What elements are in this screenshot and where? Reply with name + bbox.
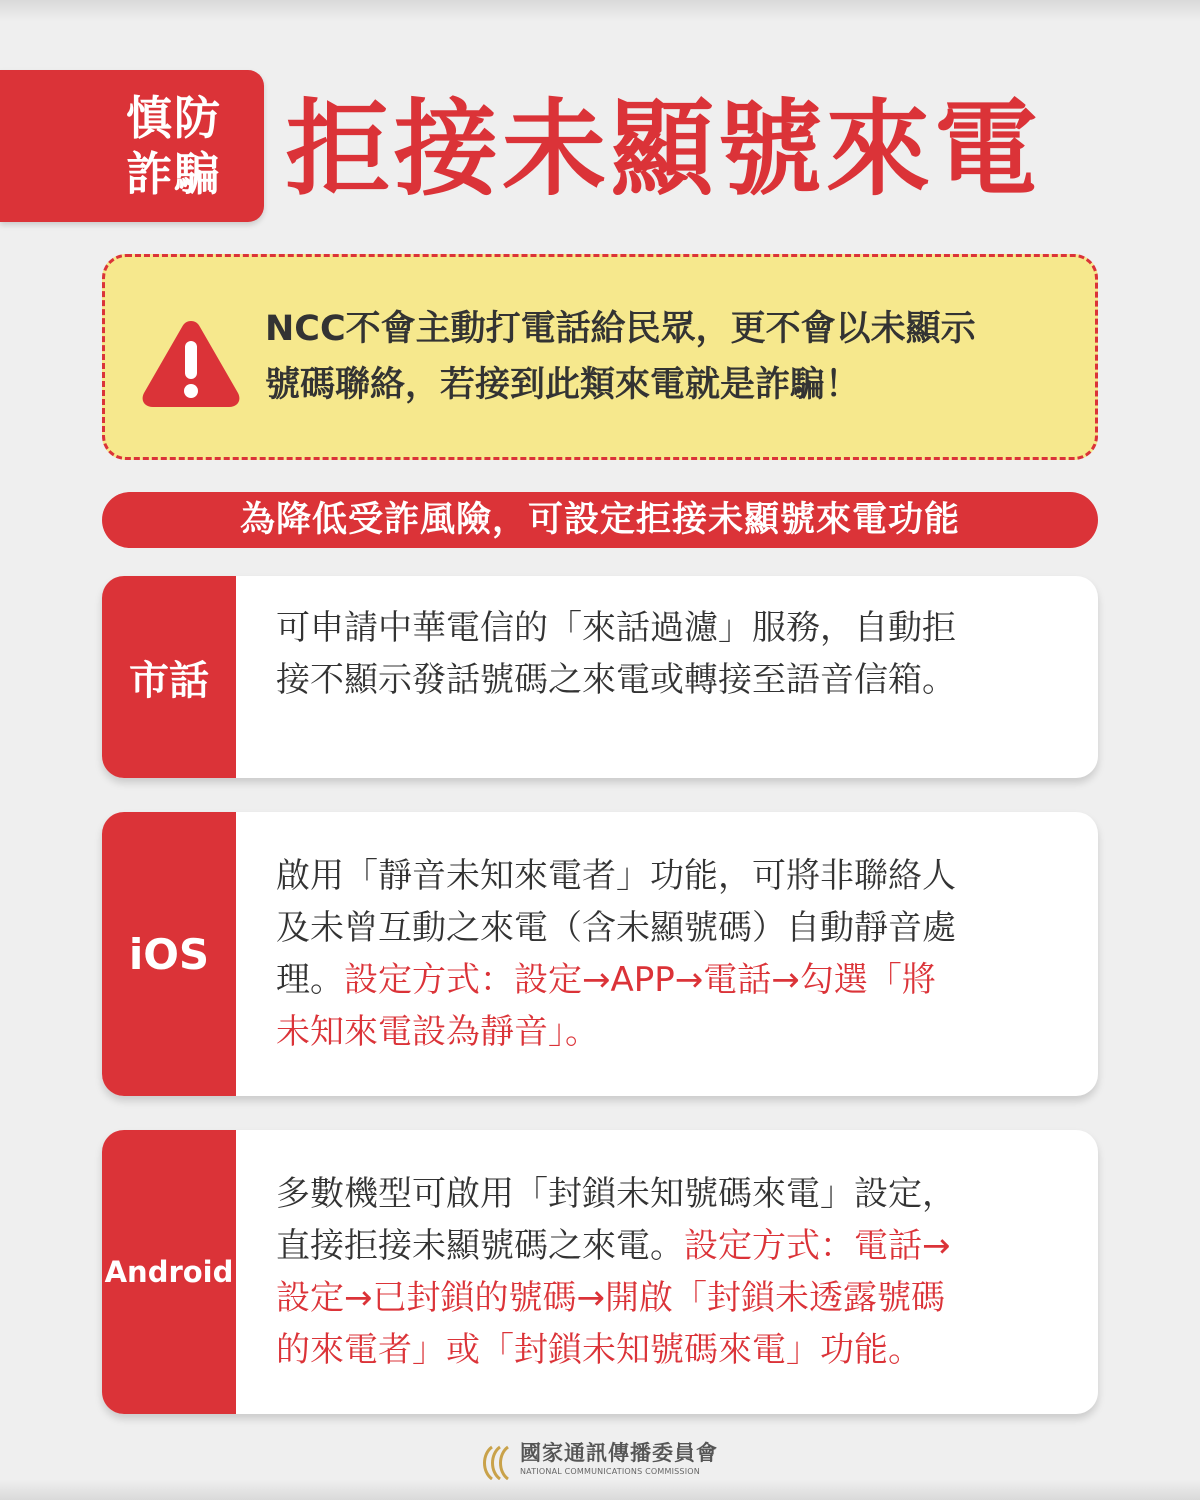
page-title: 拒接未顯號來電 xyxy=(286,88,1043,210)
card-line: 啟用「靜音未知來電者」功能，可將非聯絡人 xyxy=(276,856,956,896)
warning-line-2: 號碼聯絡，若接到此類來電就是詐騙！ xyxy=(265,365,861,405)
settings-path-text: 設定→已封鎖的號碼→開啟「封鎖未透露號碼 xyxy=(276,1278,945,1318)
card-ios xyxy=(102,812,1098,1096)
card-text-landline xyxy=(276,602,1050,706)
card-label-landline: 市話 xyxy=(102,576,236,778)
card-text-plain: 直接拒接未顯號碼之來電。 xyxy=(276,1226,684,1266)
settings-path-text: 設定方式：設定→APP→電話→勾選「將 xyxy=(344,960,936,1000)
subtitle-banner: 為降低受詐風險，可設定拒接未顯號來電功能 xyxy=(102,492,1098,548)
card-label-android: Android xyxy=(102,1130,236,1414)
tag-line-2: 詐騙 xyxy=(126,147,222,201)
settings-path-text: 未知來電設為靜音」。 xyxy=(276,1012,599,1052)
warning-triangle-icon xyxy=(139,315,243,409)
card-text-android xyxy=(276,1168,1050,1376)
footer-name-en: NATIONAL COMMUNICATIONS COMMISSION xyxy=(520,1467,700,1476)
card-line: 接不顯示發話號碼之來電或轉接至語音信箱。 xyxy=(276,660,956,700)
footer-name-cn: 國家通訊傳播委員會 xyxy=(520,1441,718,1465)
warning-box xyxy=(102,254,1098,460)
card-line xyxy=(276,1220,1050,1272)
ncc-logo-icon xyxy=(478,1444,518,1482)
warning-line-1: NCC不會主動打電話給民眾，更不會以未顯示 xyxy=(265,309,976,349)
card-label-ios: iOS xyxy=(102,812,236,1096)
settings-path-text: 的來電者」或「封鎖未知號碼來電」功能。 xyxy=(276,1330,922,1370)
card-line xyxy=(276,954,1050,1006)
card-landline xyxy=(102,576,1098,778)
card-line: 多數機型可啟用「封鎖未知號碼來電」設定， xyxy=(276,1174,956,1214)
top-shadow-band xyxy=(0,0,1200,22)
card-android xyxy=(102,1130,1098,1414)
card-line: 可申請中華電信的「來話過濾」服務，自動拒 xyxy=(276,608,956,648)
card-text-ios xyxy=(276,850,1050,1058)
bottom-shadow-band xyxy=(0,1480,1200,1500)
settings-path-text: 設定方式：電話→ xyxy=(684,1226,951,1266)
warning-text xyxy=(265,301,1085,413)
card-text-plain: 理。 xyxy=(276,960,344,1000)
tag-line-1: 慎防 xyxy=(126,91,222,145)
ncc-footer-logo xyxy=(478,1440,738,1484)
fraud-prevention-tag xyxy=(0,70,264,222)
card-line: 及未曾互動之來電（含未顯號碼）自動靜音處 xyxy=(276,908,956,948)
